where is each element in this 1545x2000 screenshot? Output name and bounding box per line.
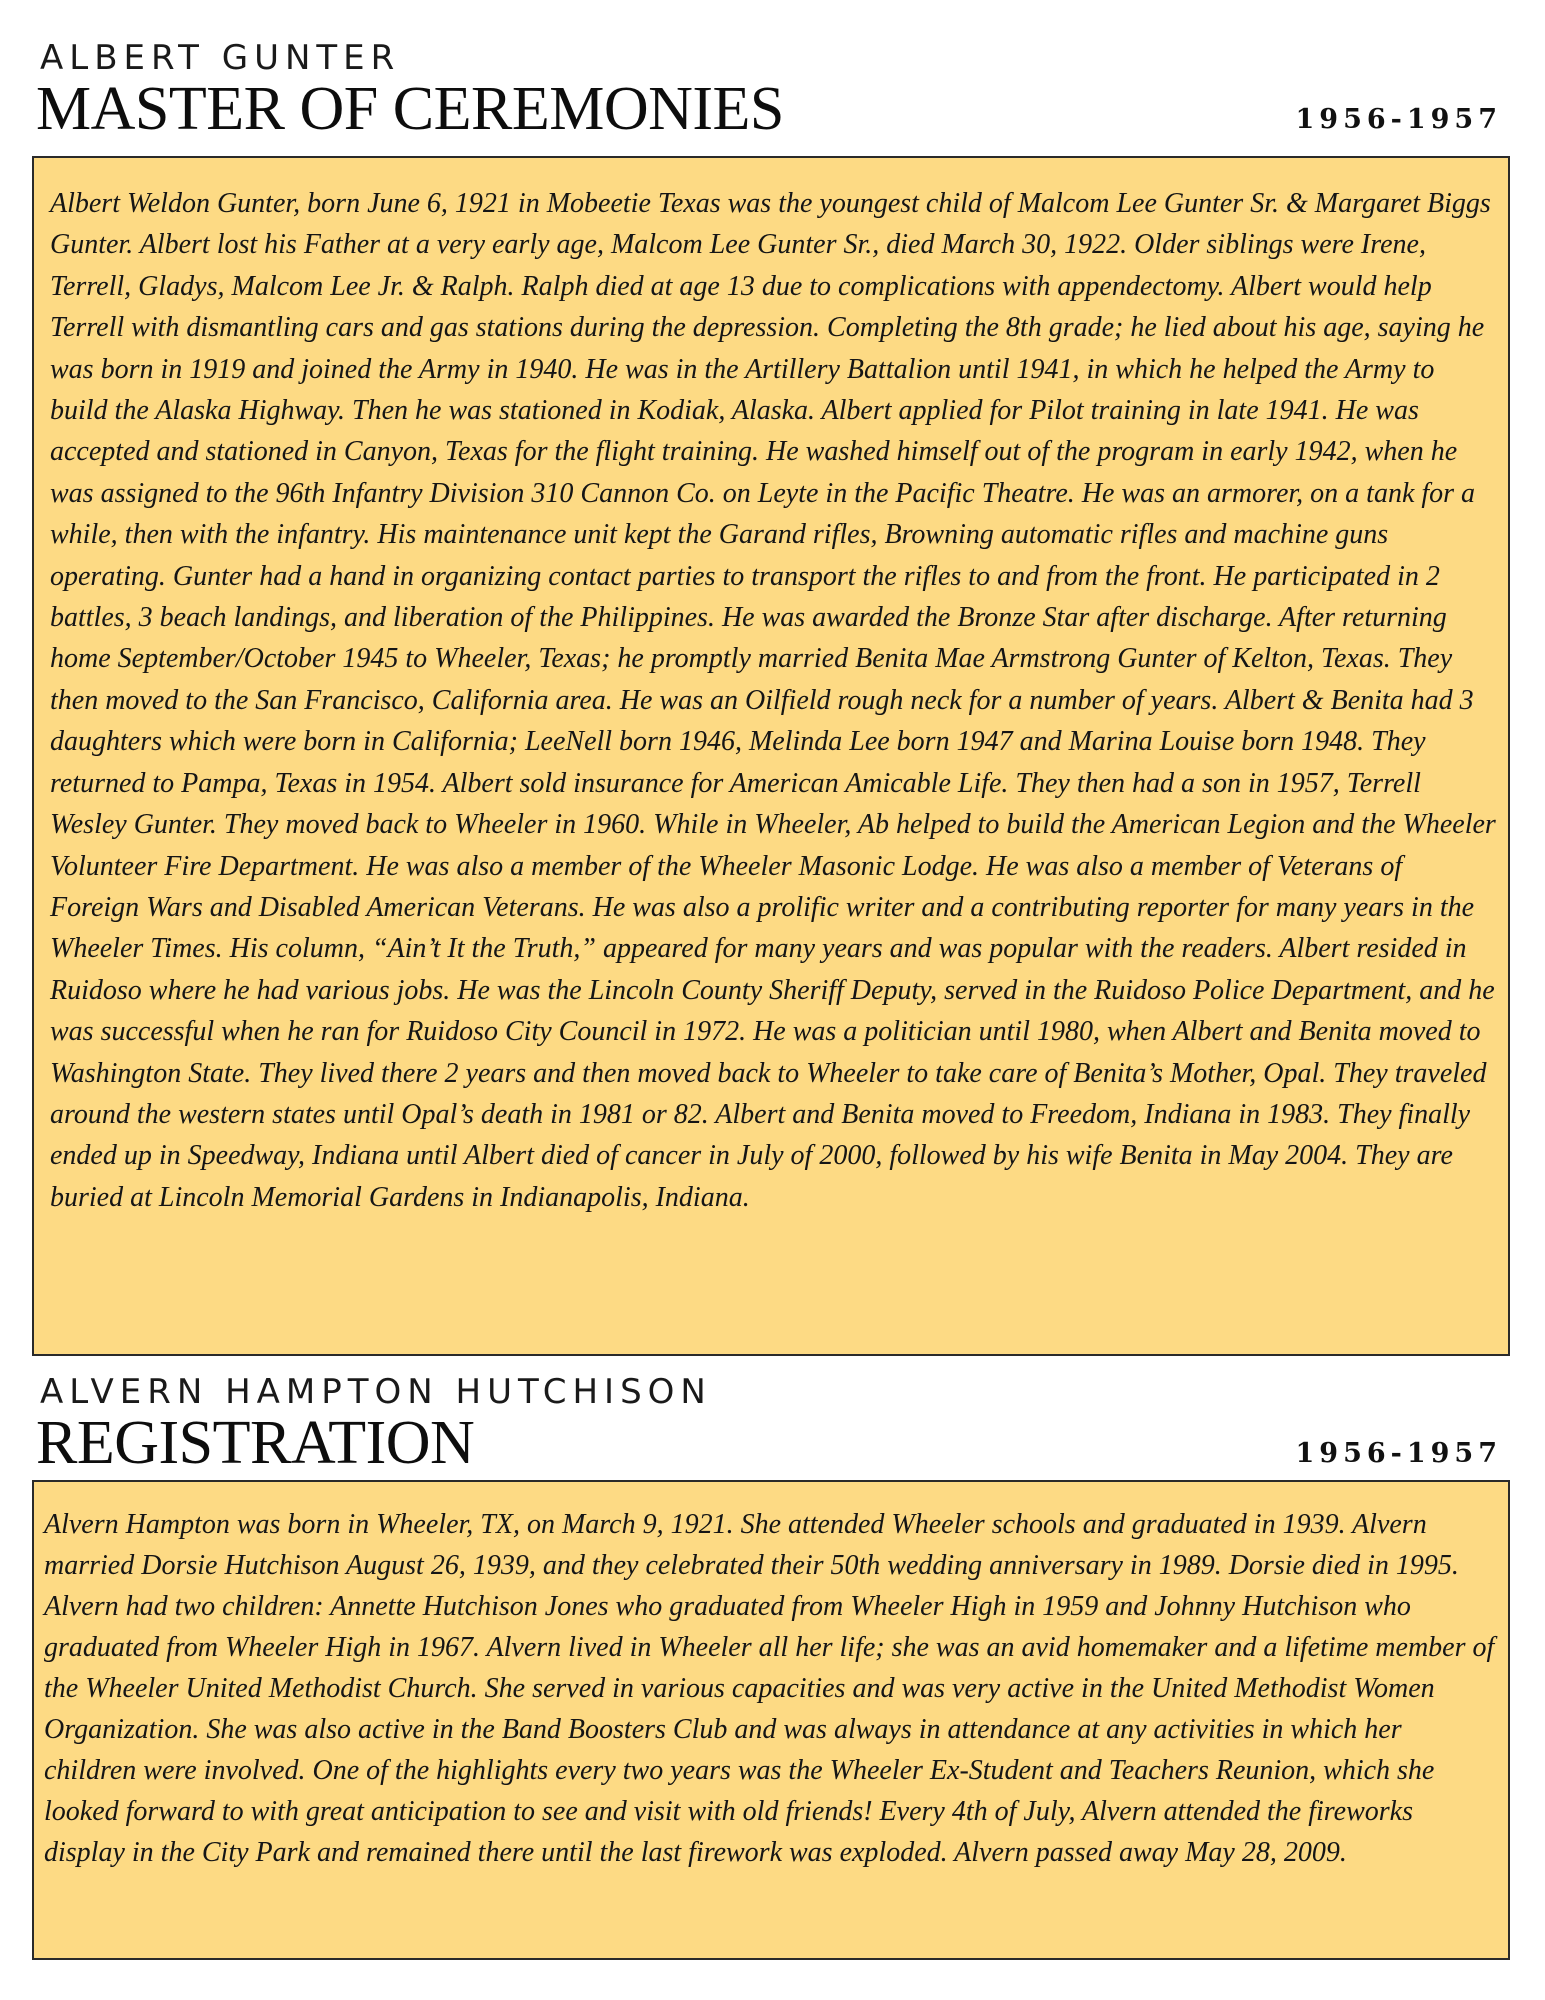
biography-box (32, 156, 1510, 1356)
biography-text: Alvern Hampton was born in Wheeler, TX, on March 9, 1921. She attended Wheeler schools and graduated in 1939. Alvern married Dorsie Hutchison August 26, 1939, and they celebrated their 50th wedding anniversary in 1989. Dorsie died in 1995. Alvern had two children: Annette Hutchison Jones who graduated from Wheeler High in 1959 and Johnny Hutchison who graduated from Wheeler High in 1967. Alvern lived in Wheeler all her life; she was an avid homemaker and a lifetime member of the Wheeler United Methodist Church. She served in various capacities and was very active in the United Methodist Women Organization. She was also active in the Band Boosters Club and was always in attendance at any activities in which her children were involved. One of the highlights every two years was the Wheeler Ex-Student and Teachers Reunion, which she looked forward to with great anticipation to see and visit with old friends! Every 4th of July, Alvern attended the fireworks display in the City Park and remained there until the last firework was exploded. Alvern passed away May 28, 2009. (44, 1509, 1495, 1868)
biography-text: Albert Weldon Gunter, born June 6, 1921 in Mobeetie Texas was the youngest child of Malcom Lee Gunter Sr. & Margaret Biggs Gunter. Albert lost his Father at a very early age, Malcom Lee Gunter Sr., died March 30, 1922. Older siblings were Irene, Terrell, Gladys, Malcom Lee Jr. & Ralph. Ralph died at age 13 due to complications with appendectomy. Albert would help Terrell with dismantling cars and gas stations during the depression. Completing the 8th grade; he lied about his age, saying he was born in 1919 and joined the Army in 1940. He was in the Artillery Battalion until 1941, in which he helped the Army to build the Alaska Highway. Then he was stationed in Kodiak, Alaska. Albert applied for Pilot training in late 1941. He was accepted and stationed in Canyon, Texas for the flight training. He washed himself out of the program in early 1942, when he was assigned to the 96th Infantry Division 310 Cannon Co. on Leyte in the Pacific Theatre. He was an armorer, on a tank for a while, then with the infantry. His maintenance unit kept the Garand rifles, Browning automatic rifles and machine guns operating. Gunter had a hand in organizing contact parties to transport the rifles to and from the front. He participated in 2 battles, 3 beach landings, and liberation of the Philippines. He was awarded the Bronze Star after discharge. After returning home September/October 1945 to Wheeler, Texas; he promptly married Benita Mae Armstrong Gunter of Kelton, Texas. They then moved to the San Francisco, California area. He was an Oilfield rough neck for a number of years. Albert & Benita had 3 daughters which were born in California; LeeNell born 1946, Melinda Lee born 1947 and Marina Louise born 1948. They returned to Pampa, Texas in 1954. Albert sold insurance for American Amicable Life. They then had a son in 1957, Terrell Wesley Gunter. They moved back to Wheeler in 1960. While in Wheeler, Ab helped to build the American Legion and the Wheeler Volunteer Fire Department. He was also a member of the Wheeler Masonic Lodge. He was also a member of Veterans of Foreign Wars and Disabled American Veterans. He was also a prolific writer and a contributing reporter for many years in the Wheeler Times. His column, “Ain’t It the Truth,” appeared for many years and was popular with the readers. Albert resided in Ruidoso where he had various jobs. He was the Lincoln County Sheriff Deputy, served in the Ruidoso Police Department, and he was successful when he ran for Ruidoso City Council in 1972. He was a politician until 1980, when Albert and Benita moved to Washington State. They lived there 2 years and then moved back to Wheeler to take care of Benita’s Mother, Opal. They traveled around the western states until Opal’s death in 1981 or 82. Albert and Benita moved to Freedom, Indiana in 1983. They finally ended up in Speedway, Indiana until Albert died of cancer in July of 2000, followed by his wife Benita in May 2004. They are buried at Lincoln Memorial Gardens in Indianapolis, Indiana. (50, 188, 1496, 1213)
role-title: MASTER OF CEREMONIES (36, 75, 784, 143)
term-years: 1956-1957 (1295, 104, 1502, 135)
term-years: 1956-1957 (1295, 1438, 1502, 1469)
section-header (32, 1372, 1514, 1477)
officer-section-master-of-ceremonies (32, 38, 1514, 1213)
person-name: ALVERN HAMPTON HUTCHISON (40, 1372, 712, 1412)
officer-section-registration (32, 1372, 1514, 1868)
biography-box (32, 1480, 1510, 1960)
person-name: ALBERT GUNTER (40, 38, 401, 78)
section-header (32, 38, 1514, 143)
role-title: REGISTRATION (36, 1409, 475, 1477)
